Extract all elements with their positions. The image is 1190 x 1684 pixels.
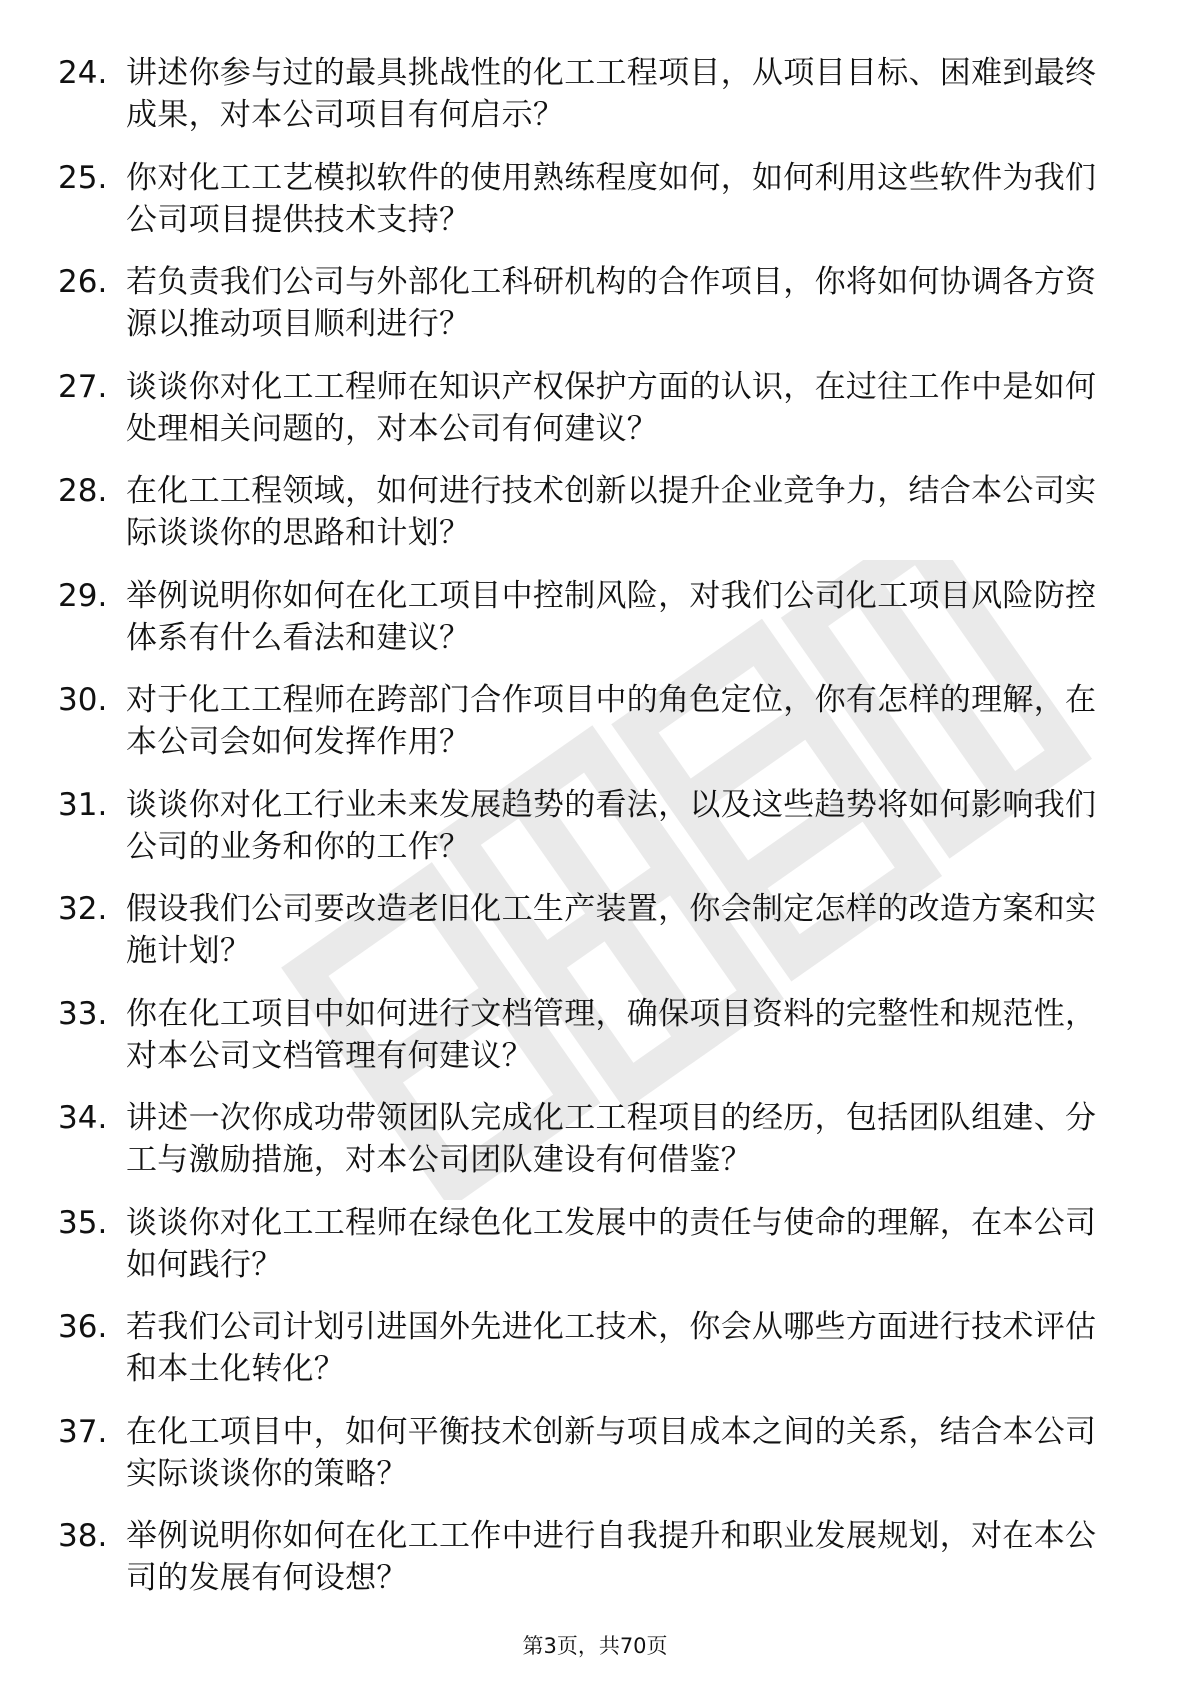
question-number: 24.: [58, 55, 108, 91]
question-item: [0, 1202, 1190, 1307]
question-text: 你对化工工艺模拟软件的使用熟练程度如何，如何利用这些软件为我们公司项目提供技术支持？: [126, 159, 1097, 238]
question-item: [0, 575, 1190, 680]
question-text: 对于化工工程师在跨部门合作项目中的角色定位，你有怎样的理解，在本公司会如何发挥作用？: [126, 682, 1097, 760]
question-text: 在化工项目中，如何平衡技术创新与项目成本之间的关系，结合本公司实际谈谈你的策略？: [126, 1413, 1097, 1492]
question-text: 谈谈你对化工行业未来发展趋势的看法，以及这些趋势将如何影响我们公司的业务和你的工作？: [126, 786, 1097, 865]
question-number: 35.: [58, 1204, 108, 1241]
question-number: 27.: [58, 368, 108, 405]
question-number: 38.: [58, 1518, 108, 1554]
question-text: 举例说明你如何在化工项目中控制风险，对我们公司化工项目风险防控体系有什么看法和建议？: [126, 577, 1097, 656]
page-footer: 第3页，共70页: [522, 1634, 668, 1658]
question-number: 33.: [58, 995, 108, 1032]
question-text: 讲述你参与过的最具挑战性的化工工程项目，从项目目标、困难到最终成果，对本公司项目有何启示？: [126, 55, 1097, 133]
question-item: [0, 1306, 1190, 1411]
question-number: 31.: [58, 786, 108, 823]
question-text: 举例说明你如何在化工工作中进行自我提升和职业发展规划，对在本公司的发展有何设想？: [126, 1518, 1097, 1596]
question-item: [0, 52, 1190, 157]
question-number: 26.: [58, 264, 108, 300]
question-item: [0, 366, 1190, 471]
question-item: [0, 1515, 1190, 1620]
question-list: [0, 52, 1190, 1620]
question-number: 34.: [58, 1100, 108, 1136]
question-item: [0, 784, 1190, 889]
question-text: 你在化工项目中如何进行文档管理，确保项目资料的完整性和规范性，对本公司文档管理有何建议？: [126, 995, 1097, 1074]
question-text: 讲述一次你成功带领团队完成化工工程项目的经历，包括团队组建、分工与激励措施，对本公司团队建设有何借鉴？: [126, 1100, 1097, 1178]
question-number: 28.: [58, 473, 108, 509]
question-text: 谈谈你对化工工程师在知识产权保护方面的认识，在过往工作中是如何处理相关问题的，对本公司有何建议？: [126, 368, 1097, 447]
question-number: 37.: [58, 1413, 108, 1450]
question-text: 假设我们公司要改造老旧化工生产装置，你会制定怎样的改造方案和实施计划？: [126, 891, 1097, 969]
question-item: [0, 679, 1190, 784]
question-text: 在化工工程领域，如何进行技术创新以提升企业竞争力，结合本公司实际谈谈你的思路和计划？: [126, 473, 1097, 551]
question-number: 32.: [58, 891, 108, 927]
question-text: 若我们公司计划引进国外先进化工技术，你会从哪些方面进行技术评估和本土化转化？: [126, 1309, 1097, 1387]
question-item: [0, 1097, 1190, 1202]
question-item: [0, 888, 1190, 993]
question-number: 30.: [58, 682, 108, 718]
question-number: 25.: [58, 159, 108, 196]
question-item: [0, 261, 1190, 366]
question-item: [0, 157, 1190, 262]
question-item: [0, 993, 1190, 1098]
question-number: 29.: [58, 577, 108, 614]
question-item: [0, 470, 1190, 575]
question-text: 谈谈你对化工工程师在绿色化工发展中的责任与使命的理解，在本公司如何践行？: [126, 1204, 1097, 1283]
question-text: 若负责我们公司与外部化工科研机构的合作项目，你将如何协调各方资源以推动项目顺利进行？: [126, 264, 1097, 342]
question-number: 36.: [58, 1309, 108, 1345]
question-item: [0, 1411, 1190, 1516]
